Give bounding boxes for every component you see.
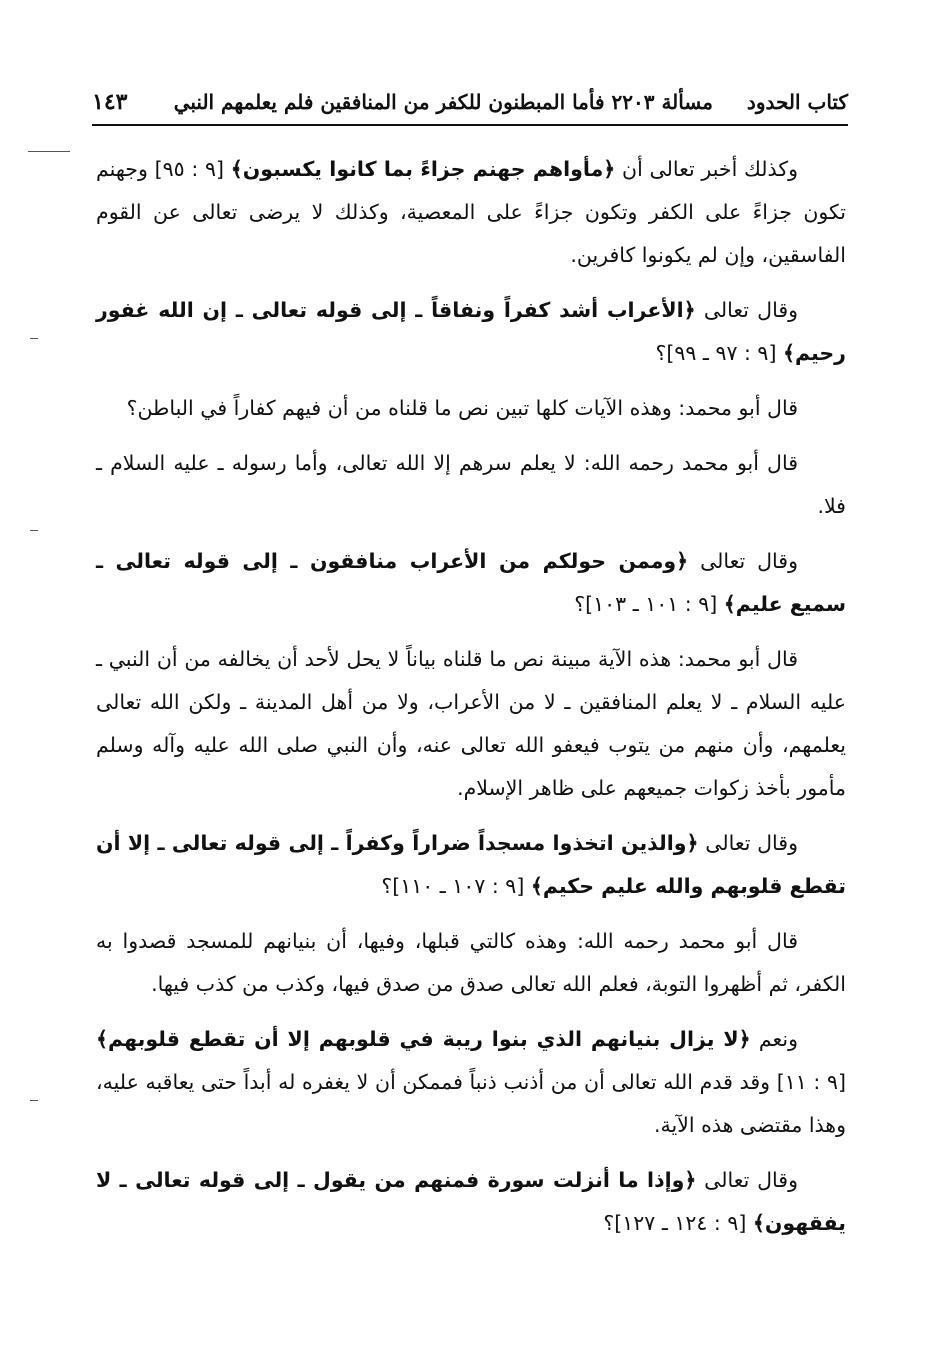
book-title: كتاب الحدود <box>746 90 848 114</box>
verse-reference: [٩ : ١٢٤ ـ ١٢٧]؟ <box>603 1211 753 1235</box>
paragraph <box>96 638 846 810</box>
quranic-verse: ﴿مأواهم جهنم جزاءً بما كانوا يكسبون﴾ <box>230 157 616 181</box>
verse-reference-text: [٩ : ٩٥] وجهنم تكون جزاءً على الكفر وتكون جزاءً على المعصية، وكذلك لا يرضى تعالى عن القوم الفاسقين، وإن لم يكونوا كافرين. <box>96 157 846 267</box>
paragraph-text: وكذلك أخبر تعالى أن <box>615 157 798 181</box>
margin-mark <box>30 338 38 339</box>
quranic-verse: ﴿والذين اتخذوا مسجداً ضراراً وكفراً ـ إلى قوله تعالى ـ إلا أن تقطع قلوبهم والله عليم حكيم﴾ <box>96 831 846 898</box>
paragraph <box>96 920 846 1006</box>
paragraph <box>96 442 846 528</box>
paragraph <box>96 1159 846 1245</box>
quranic-verse: ﴿الأعراب أشد كفراً ونفاقاً ـ إلى قوله تعالى ـ إن الله غفور رحيم﴾ <box>96 298 846 365</box>
running-header <box>92 80 848 126</box>
verse-reference: [٩ : ١٠٧ ـ ١١٠]؟ <box>381 874 531 898</box>
paragraph-text: وقال تعالى <box>695 298 799 322</box>
paragraph-text: وقال تعالى <box>688 549 798 573</box>
running-title <box>174 90 848 114</box>
paragraph <box>96 387 846 430</box>
verse-reference: [٩ : ١٠١ ـ ١٠٣]؟ <box>574 592 724 616</box>
paragraph <box>96 1018 846 1147</box>
paragraph <box>96 148 846 277</box>
paragraph <box>96 289 846 375</box>
paragraph-text: وقال تعالى <box>696 1168 798 1192</box>
page-number: ١٤٣ <box>92 89 128 115</box>
margin-mark <box>30 530 38 531</box>
margin-mark <box>30 1100 38 1101</box>
paragraph-text: وقال تعالى <box>698 831 799 855</box>
paragraph-text: قال أبو محمد رحمه الله: لا يعلم سرهم إلا الله تعالى، وأما رسوله ـ عليه السلام ـ فلا. <box>96 451 846 518</box>
quranic-verse: ﴿وإذا ما أنزلت سورة فمنهم من يقول ـ إلى قوله تعالى ـ لا يفقهون﴾ <box>96 1168 846 1235</box>
verse-reference-text: [٩ : ١١] وقد قدم الله تعالى أن من أذنب ذنباً فممكن أن لا يغفره له أبداً حتى يعاقبه عليه، وهذا مقتضى هذه الآية. <box>96 1070 846 1137</box>
quranic-verse: ﴿وممن حولكم من الأعراب منافقون ـ إلى قوله تعالى ـ سميع عليم﴾ <box>96 549 846 616</box>
paragraph-text: قال أبو محمد: وهذه الآيات كلها تبين نص ما قلناه من أن فيهم كفاراً في الباطن؟ <box>126 396 798 420</box>
paragraph <box>96 822 846 908</box>
paragraph <box>96 540 846 626</box>
paragraph-text: ونعم <box>750 1027 798 1051</box>
margin-mark <box>28 151 70 152</box>
paragraph-text: قال أبو محمد: هذه الآية مبينة نص ما قلناه بياناً لا يحل لأحد أن يخالفه من أن النبي ـ عليه السلام ـ لا يعلم المنافقين ـ لا من الأعراب، ولا من أهل المدينة ـ ولكن الله تعالى يعلمهم، وأن منهم من يتوب فيعفو الله تعالى عنه، وأن النبي صلى الله عليه وآله وسلم مأمور بأخذ زكوات جميعهم على ظاهر الإسلام. <box>96 647 846 800</box>
verse-reference: [٩ : ٩٧ ـ ٩٩]؟ <box>655 341 783 365</box>
header-topic: مسألة ٢٢٠٣ فأما المبطنون للكفر من المنافقين فلم يعلمهم النبي <box>173 90 713 114</box>
page-body <box>96 148 846 1257</box>
quranic-verse: ﴿لا يزال بنيانهم الذي بنوا ريبة في قلوبهم إلا أن تقطع قلوبهم﴾ <box>96 1027 751 1051</box>
paragraph-text: قال أبو محمد رحمه الله: وهذه كالتي قبلها، وفيها، أن بنيانهم للمسجد قصدوا به الكفر، ثم أظهروا التوبة، فعلم الله تعالى صدق من صدق فيها، وكذب من كذب فيها. <box>96 929 846 996</box>
